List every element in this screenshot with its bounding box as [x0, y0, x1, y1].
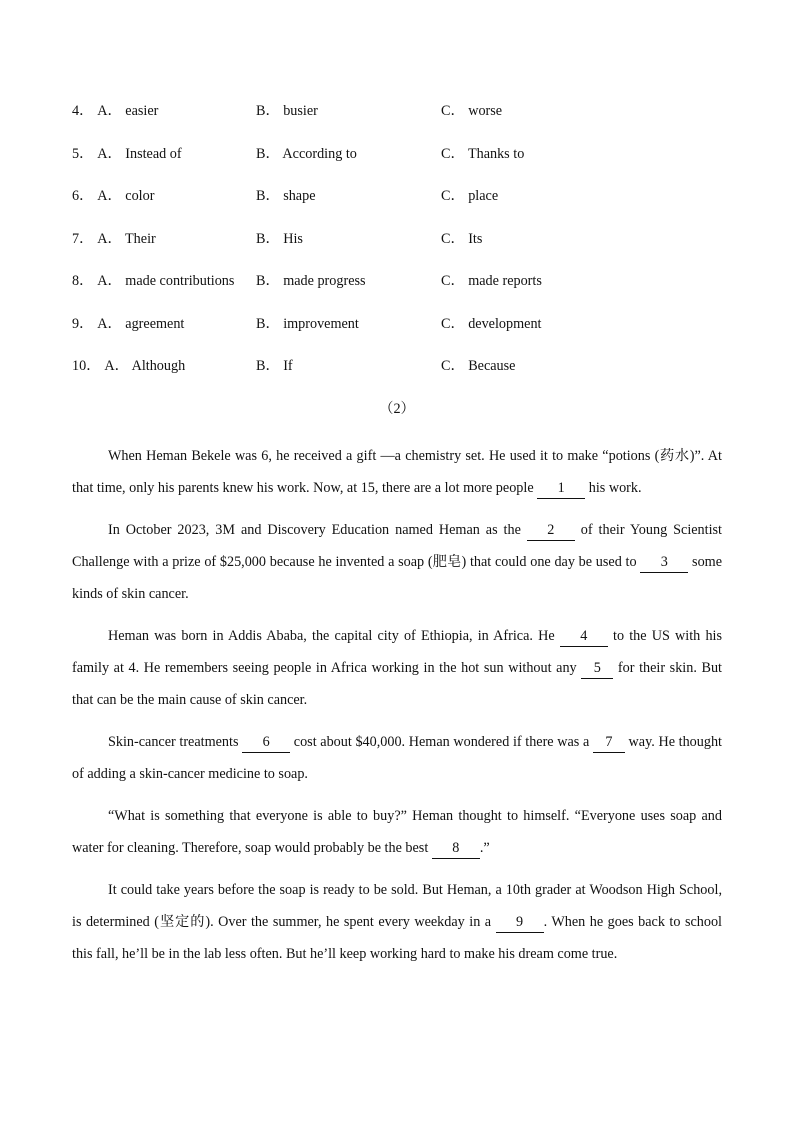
paragraph-5: “What is something that everyone is able to buy?” Heman thought to himself. “Everyone uses soap and water for cleaning. Therefore, soap would probably be the best 8 .”	[72, 800, 722, 864]
section-label: （2）	[379, 401, 415, 417]
blank-9[interactable]: 9	[496, 912, 544, 933]
blank-1[interactable]: 1	[537, 478, 585, 499]
paragraph-4: Skin-cancer treatments 6 cost about $40,000. Heman wondered if there was a 7 way. He thought of adding a skin-cancer medicine to soap.	[72, 734, 722, 782]
answer-options	[72, 100, 732, 398]
option-c: C． place	[441, 188, 499, 204]
paragraph-2: In October 2023, 3M and Discovery Education named Heman as the 2 of their Young Scientist Challenge with a prize of $25,000 because he invented a soap (肥皂) that could one day be used to 3 some kinds of skin cancer.	[72, 522, 722, 602]
blank-3[interactable]: 3	[640, 552, 688, 573]
option-row-5	[72, 143, 732, 186]
option-c: C． development	[441, 315, 542, 332]
option-row-label: 5． A． Instead of	[72, 145, 182, 162]
option-row-9	[72, 313, 732, 356]
option-row-10	[72, 355, 732, 398]
option-row-label: 8． A． made contributions	[72, 273, 235, 289]
option-row-label: 6． A． color	[72, 188, 155, 204]
blank-6[interactable]: 6	[242, 732, 290, 753]
option-b: B． made progress	[256, 273, 366, 289]
blank-2[interactable]: 2	[527, 520, 575, 541]
blank-4[interactable]: 4	[560, 626, 608, 647]
option-b: B． If	[256, 358, 293, 374]
option-c: C． Thanks to	[441, 145, 525, 162]
reading-passage	[72, 440, 722, 980]
blank-8[interactable]: 8	[432, 838, 480, 859]
option-c: C． Its	[441, 230, 483, 247]
option-c: C． Because	[441, 358, 516, 374]
option-b: B． According to	[256, 145, 357, 162]
option-c: C． made reports	[441, 273, 542, 289]
option-b: B． shape	[256, 188, 316, 204]
paragraph-1: When Heman Bekele was 6, he received a gift —a chemistry set. He used it to make “potions (药水)”. At that time, only his parents knew his work. Now, at 15, there are a lot more people 1 his work.	[72, 440, 722, 504]
option-row-6	[72, 185, 732, 228]
option-row-8	[72, 270, 732, 313]
option-b: B． improvement	[256, 315, 359, 332]
option-row-label: 10． A． Although	[72, 358, 186, 374]
paragraph-3: Heman was born in Addis Ababa, the capital city of Ethiopia, in Africa. He 4 to the US with his family at 4. He remembers seeing people in Africa working in the hot sun without any 5 for their skin. But that can be the main cause of skin cancer.	[72, 628, 722, 708]
paragraph-6: It could take years before the soap is ready to be sold. But Heman, a 10th grader at Woodson High School, is determined (坚定的). Over the summer, he spent every weekday in a 9 . When he goes back to school this fall, he’ll be in the lab less often. But he’ll keep working hard to make his dream come true.	[72, 882, 722, 962]
option-row-label: 7． A． Their	[72, 230, 156, 247]
option-row-7	[72, 228, 732, 271]
option-row-4	[72, 100, 732, 143]
option-c: C． worse	[441, 103, 503, 119]
option-row-label: 9． A． agreement	[72, 315, 185, 332]
option-b: B． His	[256, 230, 303, 247]
blank-7[interactable]: 7	[593, 732, 625, 753]
blank-5[interactable]: 5	[581, 658, 613, 679]
option-b: B． busier	[256, 103, 318, 119]
option-row-label: 4． A． easier	[72, 103, 159, 119]
